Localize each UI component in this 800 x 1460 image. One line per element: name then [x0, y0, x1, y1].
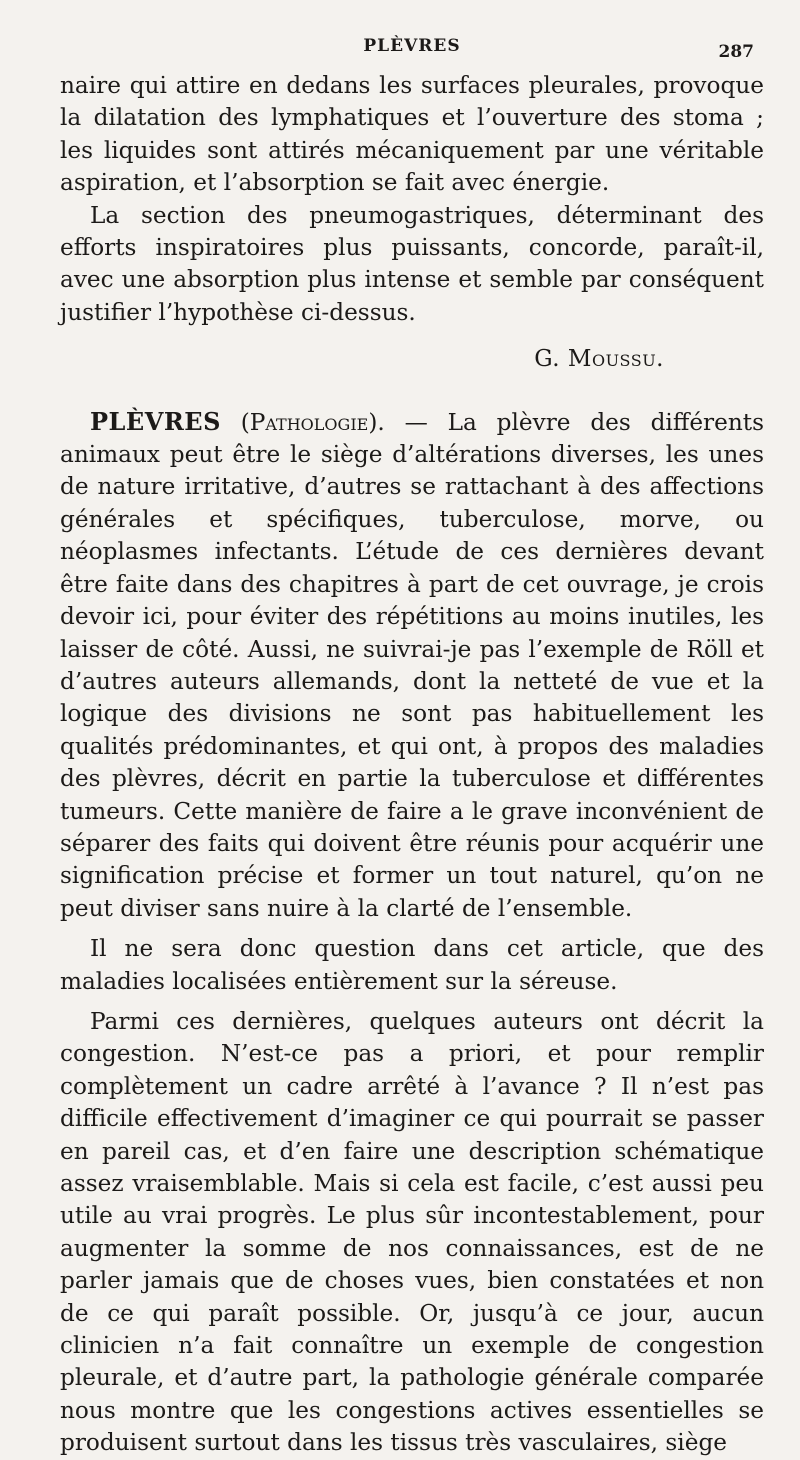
intro-paragraph-2: La section des pneumogastriques, déterminant des efforts inspiratoires plus puissants, concorde, paraît-il, avec une absorption plus intense et semble par conséquent justifier l’hypothèse ci-dessus. — [60, 201, 764, 326]
author-signature: G. Moussu. — [534, 346, 664, 373]
article-subheading: (Pathologie). — [240, 408, 385, 436]
article-paragraph-2: Il ne sera donc question dans cet article, que des maladies localisées entièrement sur la séreuse. — [60, 935, 764, 995]
article-paragraph-3: Parmi ces dernières, quelques auteurs ont décrit la congestion. N’est-ce pas a priori, et pour remplir complètement un cadre arrêté à l’avance ? Il n’est pas difficile effectivement d’imaginer ce qui pourrait se passer en pareil cas, et d’en faire une description schématique assez vraisemblable. Mais si cela est facile, c’est aussi peu utile au vrai progrès. Le plus sûr incontestablement, pour augmenter la somme de nos connaissances, est de ne parler jamais que de choses vues, bien constatées et non de ce qui paraît possible. Or, jusqu’à ce jour, aucun clinicien n’a fait connaître un exemple de congestion pleurale, et d’autre part, la pathologie générale comparée nous montre que les congestions actives essentielles se produisent surtout dans les tissus très vasculaires, siège — [60, 1007, 764, 1457]
article-paragraph-1-text: La plèvre des différents animaux peut être le siège d’altérations diverses, les unes de nature irritative, d’autres se rattachant à des affections générales et spécifiques, tuberculose, morve, ou néoplasmes infectants. L’étude de ces dernières devant être faite dans des chapitres à part de cet ouvrage, je crois devoir ici, pour éviter des répétitions au moins inutiles, les laisser de côté. Aussi, ne suivrai-je pas l’exemple de Röll et d’autres auteurs allemands, dont la netteté de vue et la logique des divisions ne sont pas habituellement les qualités prédominantes, et qui ont, à propos des maladies des plèvres, décrit en partie la tuberculose et différentes tumeurs. Cette manière de faire a le grave inconvénient de séparer des faits qui doivent être réunis pour acquérir une signification précise et former un tout naturel, qu’on ne peut diviser sans nuire à la clarté de l’ensemble. — [60, 408, 765, 922]
page-body — [60, 70, 764, 1460]
running-title: PLÈVRES — [363, 36, 461, 56]
article-paragraph-1 — [60, 406, 764, 926]
article-heading-dash: — — [384, 408, 448, 436]
intro-paragraph-1: naire qui attire en dedans les surfaces pleurales, provoque la dilatation des lymphatiques et l’ouverture des stoma ; les liquides sont attirés mécaniquement par une véritable aspiration, et l’absorption se fait avec énergie. — [60, 72, 764, 197]
page-number: 287 — [718, 42, 754, 62]
article-heading: PLÈVRES — [90, 406, 221, 436]
page-header — [60, 30, 764, 70]
